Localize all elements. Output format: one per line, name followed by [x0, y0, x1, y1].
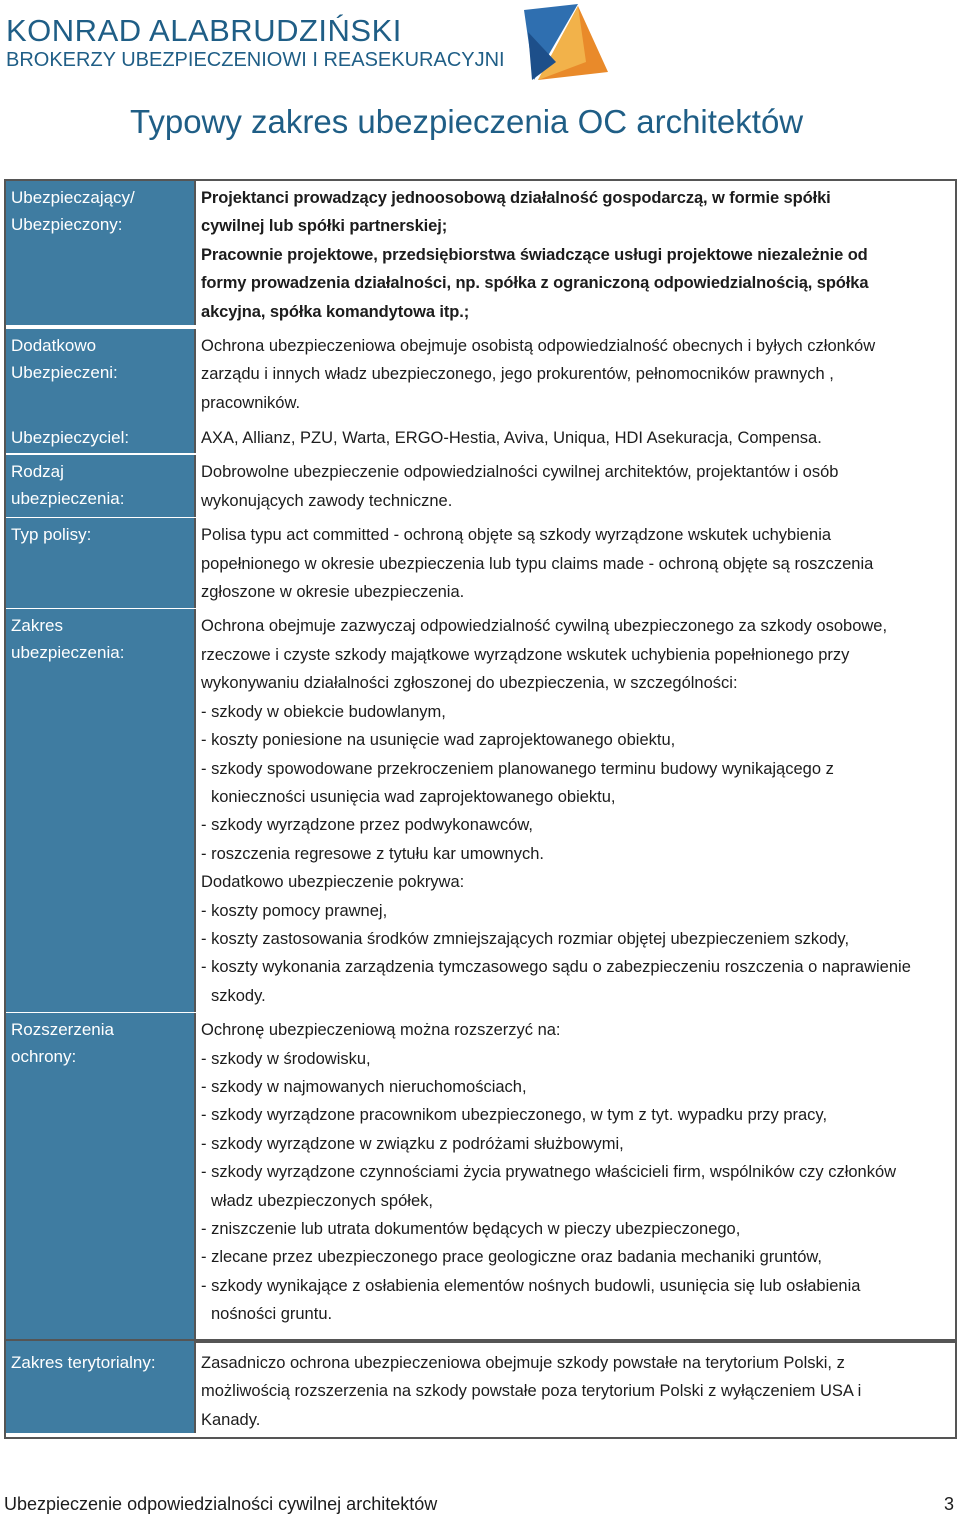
- row-label: [6, 518, 196, 608]
- row-label: [6, 609, 196, 1012]
- value-line: Dodatkowo ubezpieczenie pokrywa:: [201, 873, 465, 892]
- value-line: szkody.: [211, 986, 266, 1005]
- row-value: [196, 1341, 955, 1437]
- value-line: władz ubezpieczonych spółek,: [211, 1191, 433, 1210]
- value-line: formy prowadzenia działalności, np. spółka z ograniczoną odpowiedzialnością, spółka: [201, 274, 869, 293]
- table-row: [6, 518, 955, 609]
- label-line: Dodatkowo: [11, 336, 97, 356]
- value-line: Pracownie projektowe, przedsiębiorstwa świadczące usługi projektowe niezależnie od: [201, 245, 868, 264]
- value-line: - szkody wyrządzone pracownikom ubezpieczonego, w tym z tyt. wypadku przy pracy,: [201, 1106, 828, 1125]
- row-label: [6, 1341, 196, 1433]
- label-line: Rodzaj: [11, 462, 64, 482]
- value-line: - szkody wyrządzone w związku z podróżami służbowymi,: [201, 1134, 624, 1153]
- label-line: Ubezpieczony:: [11, 215, 123, 234]
- label-line: Zakres: [11, 616, 63, 636]
- table-row: [6, 1341, 955, 1437]
- page-number: 3: [943, 1494, 954, 1514]
- row-value: [196, 421, 955, 455]
- company-name: KONRAD ALABRUDZIŃSKI: [6, 13, 402, 48]
- row-label: [6, 329, 196, 421]
- value-line: możliwością rozszerzenia na szkody powstałe poza terytorium Polski z wyłączeniem USA i: [201, 1382, 862, 1401]
- value-line: Ochrona obejmuje zazwyczaj odpowiedzialność cywilną ubezpieczonego za szkody osobowe,: [201, 617, 888, 636]
- row-value: [196, 329, 955, 421]
- row-value: [196, 455, 955, 518]
- value-line: - zlecane przez ubezpieczonego prace geologiczne oraz badania mechaniki gruntów,: [201, 1248, 822, 1267]
- row-value: [196, 1013, 955, 1341]
- value-line: - szkody spowodowane przekroczeniem planowanego terminu budowy wynikającego z: [201, 759, 834, 778]
- value-line: Polisa typu act committed - ochroną objęte są szkody wyrządzone wskutek uchybienia: [201, 526, 832, 545]
- value-line: Ochronę ubezpieczeniową można rozszerzyć na:: [201, 1021, 561, 1040]
- value-line: wykonujących zawody techniczne.: [201, 491, 453, 510]
- company-header: [6, 8, 626, 80]
- value-line: cywilnej lub spółki partnerskiej;: [201, 217, 448, 236]
- page-title: Typowy zakres ubezpieczenia OC architektów: [130, 103, 804, 140]
- table-row: [6, 181, 955, 329]
- territorial-scope-table: [4, 1339, 957, 1439]
- value-line: - koszty poniesione na usunięcie wad zaprojektowanego obiektu,: [201, 731, 676, 750]
- row-label: [6, 1013, 196, 1341]
- value-line: Projektanci prowadzący jednoosobową działalność gospodarczą, w formie spółki: [201, 189, 831, 207]
- value-line: - szkody wyrządzone czynnościami życia prywatnego właścicieli firm, wspólników czy członków: [201, 1163, 897, 1182]
- value-line: Ochrona ubezpieczeniowa obejmuje osobistą odpowiedzialność obecnych i byłych członków: [201, 337, 876, 356]
- value-line: Dobrowolne ubezpieczenie odpowiedzialności cywilnej architektów, projektantów i osób: [201, 463, 839, 482]
- row-value: [196, 609, 955, 1013]
- value-line: - szkody w najmowanych nieruchomościach,: [201, 1077, 527, 1096]
- label-line: Ubezpieczeni:: [11, 363, 118, 383]
- table-row: [6, 329, 955, 421]
- value-line: konieczności usunięcia wad zaprojektowanego obiektu,: [211, 787, 616, 806]
- value-line: - koszty pomocy prawnej,: [201, 901, 388, 920]
- value-line: pracowników.: [201, 393, 301, 412]
- row-label: [6, 455, 196, 517]
- label-line: ochrony:: [11, 1047, 77, 1067]
- label-line: Ubezpieczyciel:: [11, 428, 130, 448]
- value-line: akcyjna, spółka komandytowa itp.;: [201, 302, 470, 321]
- label-line: Rozszerzenia: [11, 1020, 114, 1040]
- value-line: zarządu i innych władz ubezpieczonego, jego prokurentów, pełnomocników prawnych ,: [201, 365, 834, 384]
- sail-logo-icon: [516, 2, 616, 82]
- table-row: [6, 421, 955, 455]
- footer-document-name: Ubezpieczenie odpowiedzialności cywilnej architektów: [4, 1494, 438, 1514]
- insurance-scope-table: [4, 179, 957, 1343]
- table-row: [6, 455, 955, 518]
- label-line: Ubezpieczający/: [11, 188, 135, 207]
- label-line: ubezpieczenia:: [11, 643, 125, 663]
- value-line: nośności gruntu.: [211, 1305, 333, 1324]
- value-line: wykonywaniu działalności zgłoszonej do ubezpieczenia, w szczególności:: [201, 674, 738, 693]
- row-value: [196, 518, 955, 609]
- value-line: - szkody wyrządzone przez podwykonawców,: [201, 816, 533, 835]
- company-subtitle: BROKERZY UBEZPIECZENIOWI I REASEKURACYJNI: [6, 49, 505, 71]
- label-line: ubezpieczenia:: [11, 489, 125, 509]
- value-line: - zniszczenie lub utrata dokumentów będących w pieczy ubezpieczonego,: [201, 1220, 741, 1238]
- value-line: - roszczenia regresowe z tytułu kar umownych.: [201, 844, 544, 863]
- label-line: Zakres terytorialny:: [11, 1353, 156, 1372]
- value-line: popełnionego w okresie ubezpieczenia lub typu claims made - ochroną objęte są roszczenia: [201, 554, 874, 573]
- value-line: AXA, Allianz, PZU, Warta, ERGO-Hestia, Aviva, Uniqua, HDI Asekuracja, Compensa.: [201, 429, 822, 448]
- value-line: - koszty wykonania zarządzenia tymczasowego sądu o zabezpieczeniu roszczenia o naprawienie: [201, 958, 911, 977]
- value-line: Kanady.: [201, 1410, 261, 1429]
- value-line: - szkody w obiekcie budowlanym,: [201, 702, 446, 721]
- value-line: zgłoszone w okresie ubezpieczenia.: [201, 583, 465, 602]
- label-line: Typ polisy:: [11, 525, 92, 545]
- value-line: rzeczowe i czyste szkody majątkowe wyrządzone wskutek uchybienia popełnionego przy: [201, 645, 850, 664]
- value-line: - szkody wynikające z osłabienia elementów nośnych budowli, usunięcia się lub osłabienia: [201, 1276, 861, 1295]
- row-value: [196, 181, 955, 329]
- row-label: [6, 181, 196, 325]
- value-line: - koszty zastosowania środków zmniejszających rozmiar objętej ubezpieczeniem szkody,: [201, 929, 850, 948]
- table-row: [6, 1013, 955, 1341]
- table-row: [6, 609, 955, 1013]
- row-label: [6, 421, 196, 453]
- value-line: Zasadniczo ochrona ubezpieczeniowa obejmuje szkody powstałe na terytorium Polski, z: [201, 1354, 845, 1372]
- value-line: - szkody w środowisku,: [201, 1049, 371, 1068]
